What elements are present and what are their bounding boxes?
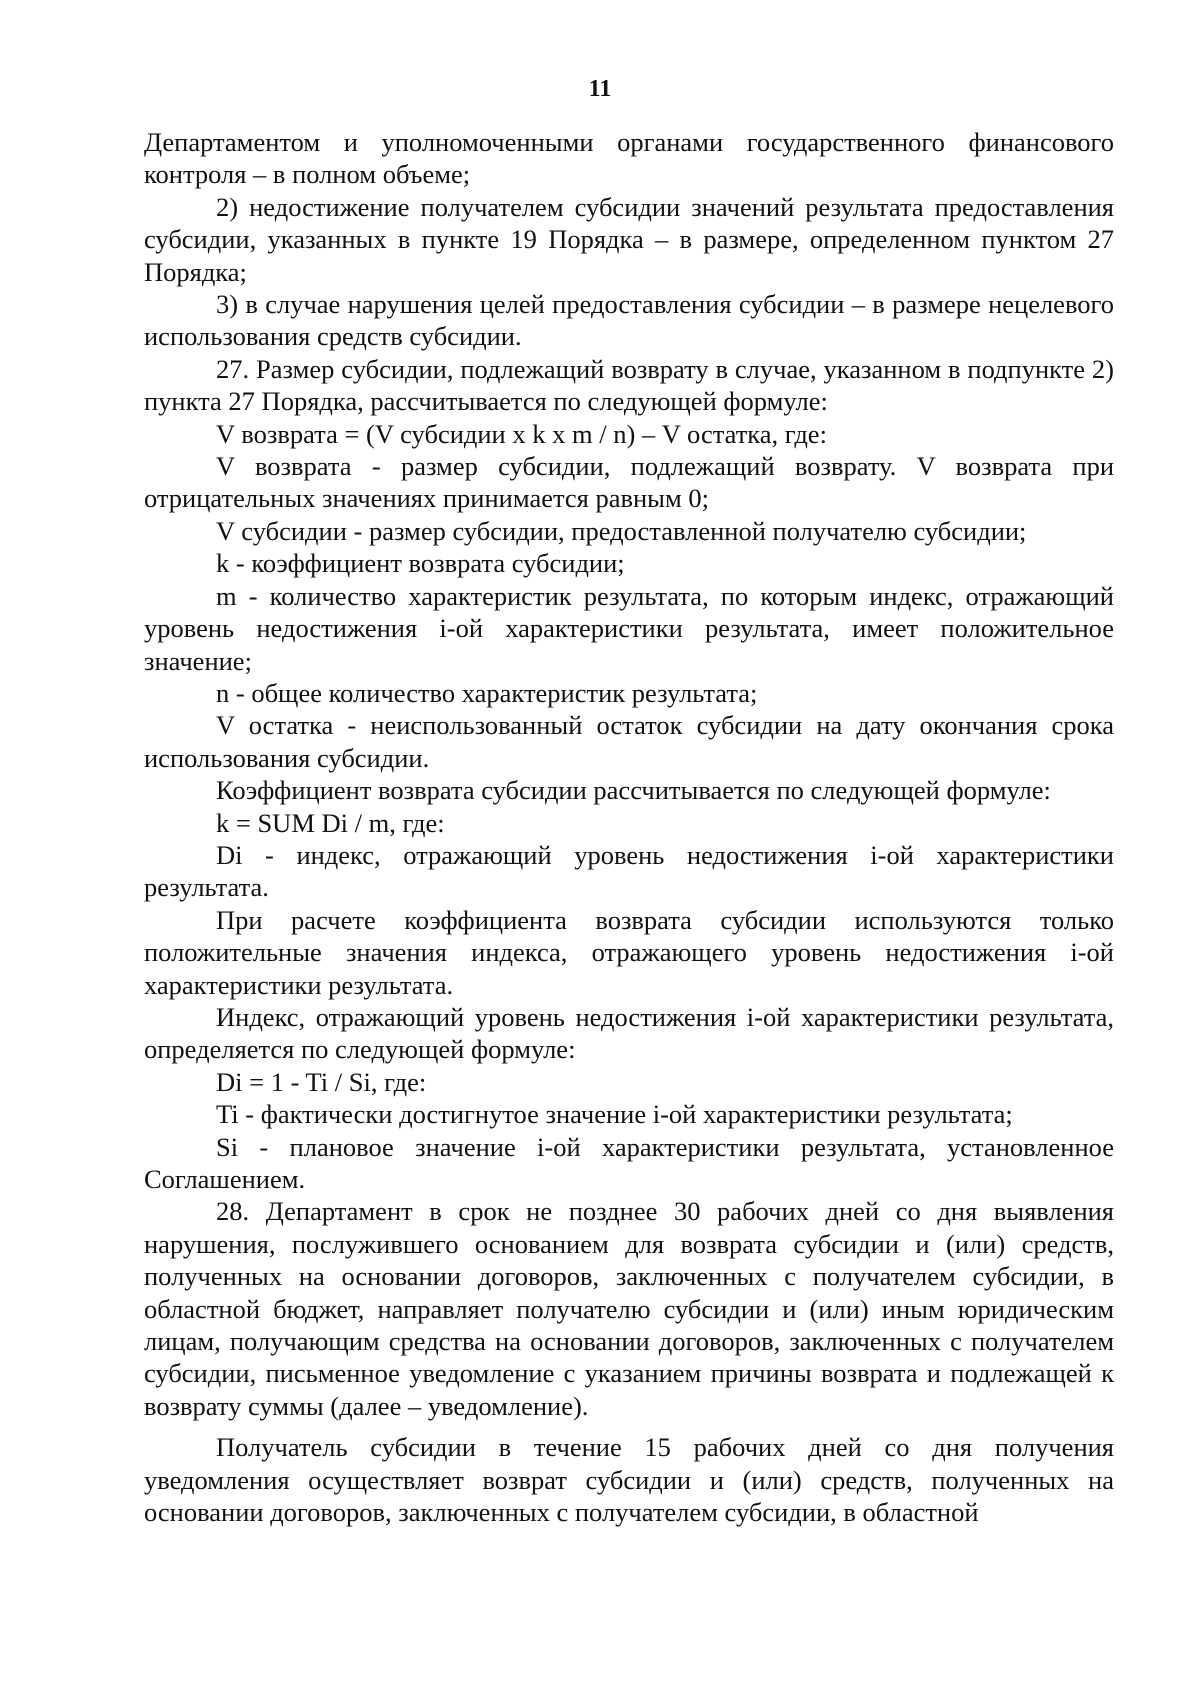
definition-k: k - коэффициент возврата субсидии; (216, 548, 625, 579)
formula-coefficient: k = SUM Di / m, где: (216, 807, 445, 838)
definition-v-remainder: V остатка - неиспользованный остаток субсидии на дату окончания срока использования субсидии. (144, 710, 1114, 773)
paragraph-recipient-refund: Получатель субсидии в течение 15 рабочих дней со дня получения уведомления осуществляет возврат субсидии и (или) средств, полученных на основании договоров, заключенных с получателем субсидии, в областной (144, 1432, 1114, 1528)
definition-di: Di - индекс, отражающий уровень недостижения i-ой характеристики результата. (144, 839, 1114, 903)
paragraph-positive-values: При расчете коэффициента возврата субсидии используются только положительные значения индекса, отражающего уровень недостижения i-ой характеристики результата. (144, 904, 1114, 1000)
document-body (144, 126, 1114, 1528)
paragraph-coefficient-intro: Коэффициент возврата субсидии рассчитывается по следующей формуле: (216, 775, 1051, 806)
paragraph-index-intro: Индекс, отражающий уровень недостижения i-ой характеристики результата, определяется по следующей формуле: (144, 1001, 1114, 1065)
paragraph-continuation: Департаментом и уполномоченными органами государственного финансового контроля – в полном объеме; (144, 127, 1114, 190)
paragraph-clause-27: 27. Размер субсидии, подлежащий возврату в случае, указанном в подпункте 2) пункта 27 Порядка, рассчитывается по следующей формуле: (144, 353, 1114, 417)
definition-v-refund: V возврата - размер субсидии, подлежащий возврату. V возврата при отрицательных значениях принимается равным 0; (144, 451, 1114, 514)
definition-m: m - количество характеристик результата, по которым индекс, отражающий уровень недостижения i-ой характеристики результата, имеет положительное значение; (144, 580, 1114, 676)
paragraph-item-2: 2) недостижение получателем субсидии значений результата предоставления субсидии, указанных в пункте 19 Порядка – в размере, определенном пунктом 27 Порядка; (144, 191, 1114, 287)
definition-ti: Ti - фактически достигнутое значение i-ой характеристики результата; (216, 1099, 1013, 1130)
paragraph-clause-28: 28. Департамент в срок не позднее 30 рабочих дней со дня выявления нарушения, послужившего основанием для возврата субсидии и (или) средств, полученных на основании договоров, заключенных с получателем субсидии, в областной бюджет, направляет получателю субсидии и (или) иным юридическим лицам, получающим средства на основании договоров, заключенных с получателем субсидии, письменное уведомление с указанием причины возврата и подлежащей к возврату суммы (далее – уведомление). (144, 1196, 1114, 1421)
definition-n: n - общее количество характеристик результата; (216, 677, 758, 708)
paragraph-item-3: 3) в случае нарушения целей предоставления субсидии – в размере нецелевого использования средств субсидии. (144, 289, 1114, 352)
definition-si: Si - плановое значение i-ой характеристики результата, установленное Соглашением. (144, 1131, 1114, 1194)
formula-index: Di = 1 - Ti / Si, где: (216, 1066, 427, 1097)
definition-v-subsidy: V субсидии - размер субсидии, предоставленной получателю субсидии; (216, 515, 1027, 546)
formula-refund-volume: V возврата = (V субсидии x k x m / n) – V остатка, где: (216, 418, 827, 449)
page-number: 11 (588, 76, 612, 102)
